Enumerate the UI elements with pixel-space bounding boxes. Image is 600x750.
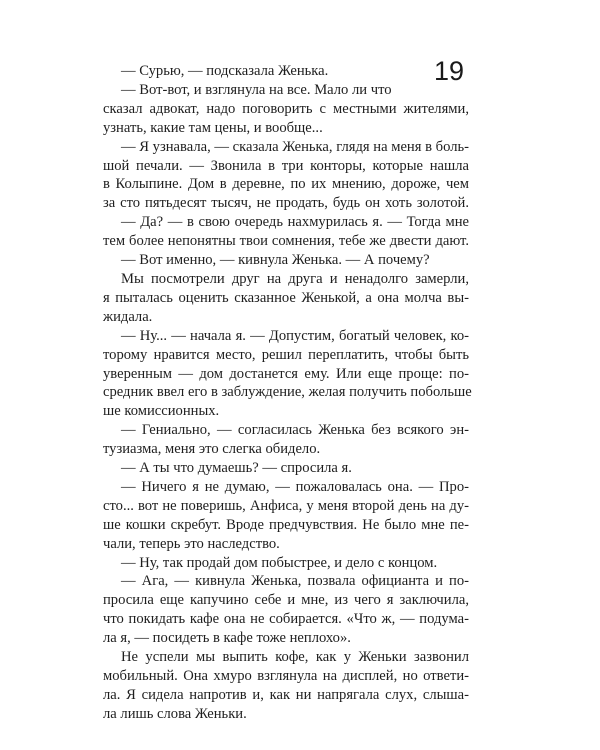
text-line: ла. Я сидела напротив и, как ни напрягала слух, слыша- <box>103 686 469 703</box>
text-line: узнать, какие там цены, и вообще... <box>103 119 323 136</box>
text-line: мобильный. Она хмуро взглянула на дисплей, но ответи- <box>103 668 469 684</box>
text-line: за сто пятьдесят тысяч, не продать, будь он хоть золотой. <box>103 195 469 212</box>
text-line: — Ну, так продай дом побыстрее, и дело с концом. <box>121 554 438 571</box>
text-line: Не успели мы выпить кофе, как у Женьки зазвонил <box>121 649 469 666</box>
text-line: я пыталась оценить сказанное Женькой, а она молча вы- <box>103 289 469 306</box>
body-text <box>103 62 472 724</box>
text-line: чали, теперь это наследство. <box>103 535 280 552</box>
text-line: торому нравится место, решил переплатить, чтобы быть <box>103 346 469 363</box>
text-line: — Да? — в свою очередь нахмурилась я. — Тогда мне <box>121 214 469 231</box>
text-line: — Вот именно, — кивнула Женька. — А почему? <box>121 252 430 269</box>
text-line: средник ввел его в заблуждение, желая получить побольше <box>103 384 472 401</box>
text-line: Мы посмотрели друг на друга и ненадолго замерли, <box>121 270 469 287</box>
text-line: что покидать кафе она не собирается. «Что ж, — подума- <box>103 611 469 628</box>
text-line: ше кошки скребут. Вроде предчувствия. Не было мне пе- <box>103 516 469 533</box>
text-line: ла я, — посидеть в кафе тоже неплохо». <box>103 630 351 647</box>
text-line: — Ничего я не думаю, — пожаловалась она. — Про- <box>121 478 469 495</box>
text-line: в Колыпине. Дом в деревне, по их мнению, дороже, чем <box>103 176 469 193</box>
text-line: — Ну... — начала я. — Допустим, богатый человек, ко- <box>121 327 469 344</box>
text-line: ше комиссионных. <box>103 403 220 420</box>
text-line: — Я узнавала, — сказала Женька, глядя на меня в боль- <box>121 138 469 155</box>
page-number: 19 <box>434 56 465 86</box>
text-line: — А ты что думаешь? — спросила я. <box>121 460 352 477</box>
text-line: тем более непонятны твои сомнения, тебе же двести дают. <box>103 233 469 250</box>
text-line: жидала. <box>103 308 153 325</box>
text-line: тузиазма, меня это слегка обидело. <box>103 441 321 458</box>
text-line: сто... вот не поверишь, Анфиса, у меня второй день на ду- <box>103 497 469 514</box>
text-line: уверенным — дом достанется ему. Или еще проще: по- <box>103 365 469 382</box>
text-line: просила еще капучино себе и мне, из чего я заключила, <box>103 592 469 609</box>
text-line: — Вот-вот, и взглянула на все. Мало ли что <box>121 81 392 98</box>
text-line: ла лишь слова Женьки. <box>103 705 247 722</box>
text-line: — Ага, — кивнула Женька, позвала официанта и по- <box>121 573 469 590</box>
text-line: — Гениально, — согласилась Женька без всякого эн- <box>121 422 469 439</box>
text-line: шой печали. — Звонила в три конторы, которые нашла <box>103 157 469 174</box>
text-line: — Сурью, — подсказала Женька. <box>121 63 329 79</box>
text-line: сказал адвокат, надо поговорить с местными жителями, <box>103 100 469 117</box>
